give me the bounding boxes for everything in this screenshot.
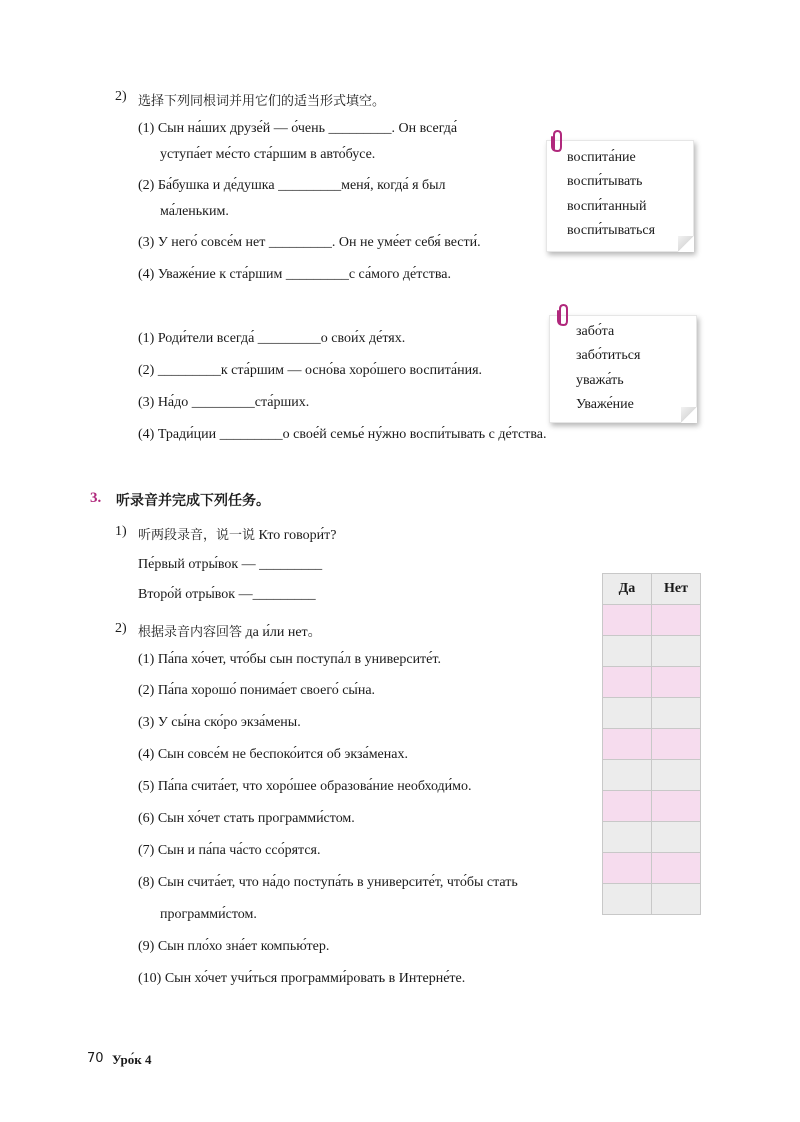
set1-line-5: (3) У него́ совсе́м нет _________. Он не уме́ет себя́ вести́. [138, 235, 481, 250]
word-card-1 [546, 140, 694, 252]
paperclip-icon [554, 302, 572, 328]
answer-cell[interactable] [652, 822, 701, 853]
part2-instruction-ru: да и́ли нет。 [245, 625, 322, 640]
set2-line-3: (3) На́до _________ста́рших. [138, 395, 310, 410]
statement: (6) Сын хо́чет стать программи́стом. [138, 811, 355, 826]
task3-part1-instruction [138, 524, 337, 544]
answer-cell[interactable] [603, 667, 652, 698]
second-fragment: Второ́й отры́вок —_________ [138, 587, 316, 602]
header-da: Да [603, 574, 652, 605]
answer-cell[interactable] [603, 760, 652, 791]
card1-word: воспи́тывать [567, 174, 643, 189]
answer-row [603, 667, 701, 698]
statement: (7) Сын и па́па ча́сто ссо́рятся. [138, 843, 321, 858]
card2-word: забо́титься [576, 348, 641, 363]
statement: (5) Па́па счита́ет, что хоро́шее образова́ние необходи́мо. [138, 779, 472, 794]
set2-line-1: (1) Роди́тели всегда́ _________о свои́х де́тях. [138, 331, 406, 346]
answer-cell[interactable] [652, 729, 701, 760]
set1-line-3: (2) Ба́бушка и де́душка _________меня́, когда́ я был [138, 178, 446, 193]
answer-cell[interactable] [652, 884, 701, 915]
answer-table-header [603, 574, 701, 605]
statement: (3) У сы́на ско́ро экза́мены. [138, 715, 301, 730]
answer-cell[interactable] [603, 853, 652, 884]
set1-line-6: (4) Уваже́ние к ста́ршим _________с са́мого де́тства. [138, 267, 452, 282]
statement: (8) Сын счита́ет, что на́до поступа́ть в университе́т, что́бы стать [138, 875, 518, 890]
answer-cell[interactable] [603, 605, 652, 636]
lesson-label: Уро́к 4 [112, 1052, 152, 1067]
answer-cell[interactable] [652, 636, 701, 667]
set2-line-2: (2) _________к ста́ршим — осно́ва хоро́шего воспита́ния. [138, 363, 483, 378]
card1-word: воспи́танный [567, 199, 647, 214]
statement: (9) Сын пло́хо зна́ет компью́тер. [138, 939, 330, 954]
answer-cell[interactable] [603, 791, 652, 822]
paperclip-icon [548, 128, 566, 154]
card-fold [678, 236, 694, 252]
part2-instruction-cn: 根据录音内容回答 [138, 625, 243, 640]
card1-word: воспита́ние [567, 150, 636, 165]
statement: (10) Сын хо́чет учи́ться программи́ровать в Интерне́те. [138, 971, 466, 986]
statement: (4) Сын совсе́м не беспоко́ится об экза́менах. [138, 747, 408, 762]
statement: (1) Па́па хо́чет, что́бы сын поступа́л в университе́т. [138, 652, 441, 667]
answer-row [603, 884, 701, 915]
task3-part2-number: 2) [115, 621, 127, 636]
first-fragment: Пе́рвый отры́вок — _________ [138, 557, 323, 572]
set1-line-2: уступа́ет ме́сто ста́ршим в авто́бусе. [160, 147, 376, 162]
task2-part2-instruction: 选择下列同根词并用它们的适当形式填空。 [138, 94, 386, 109]
answer-row [603, 636, 701, 667]
answer-cell[interactable] [603, 636, 652, 667]
statement: (2) Па́па хорошо́ понима́ет своего́ сы́на. [138, 683, 376, 698]
answer-row [603, 760, 701, 791]
answer-cell[interactable] [652, 791, 701, 822]
answer-cell[interactable] [652, 667, 701, 698]
answer-cell[interactable] [652, 605, 701, 636]
answer-row [603, 791, 701, 822]
set1-line-4: ма́леньким. [160, 204, 229, 219]
answer-cell[interactable] [603, 822, 652, 853]
answer-cell[interactable] [652, 760, 701, 791]
page-number: 70 [87, 1051, 104, 1066]
set1-line-1: (1) Сын на́ших друзе́й — о́чень _________. Он всегда́ [138, 121, 458, 136]
card2-word: уважа́ть [576, 373, 624, 388]
part1-instruction-ru: Кто говори́т? [258, 528, 337, 543]
card2-word: Уваже́ние [576, 397, 634, 412]
task3-part1-number: 1) [115, 524, 127, 539]
answer-row [603, 605, 701, 636]
answer-cell[interactable] [652, 853, 701, 884]
task3-number: 3. [90, 490, 102, 506]
answer-cell[interactable] [603, 698, 652, 729]
header-net: Нет [652, 574, 701, 605]
card2-word: забо́та [576, 324, 615, 339]
statement: программи́стом. [160, 907, 257, 922]
answer-row [603, 729, 701, 760]
word-card-2 [549, 315, 697, 423]
card-fold [681, 407, 697, 423]
answer-table [602, 573, 701, 915]
set2-line-4: (4) Тради́ции _________о свое́й семье́ ну́жно воспи́тывать с де́тства. [138, 427, 547, 442]
answer-cell[interactable] [652, 698, 701, 729]
answer-row [603, 822, 701, 853]
task3-part2-instruction [138, 621, 322, 641]
answer-row [603, 853, 701, 884]
answer-cell[interactable] [603, 729, 652, 760]
card1-word: воспи́тываться [567, 223, 656, 238]
answer-cell[interactable] [603, 884, 652, 915]
answer-row [603, 698, 701, 729]
task2-part2-number: 2) [115, 89, 127, 104]
task3-title: 听录音并完成下列任务。 [116, 493, 270, 509]
part1-instruction-cn: 听两段录音，说一说 [138, 528, 256, 543]
